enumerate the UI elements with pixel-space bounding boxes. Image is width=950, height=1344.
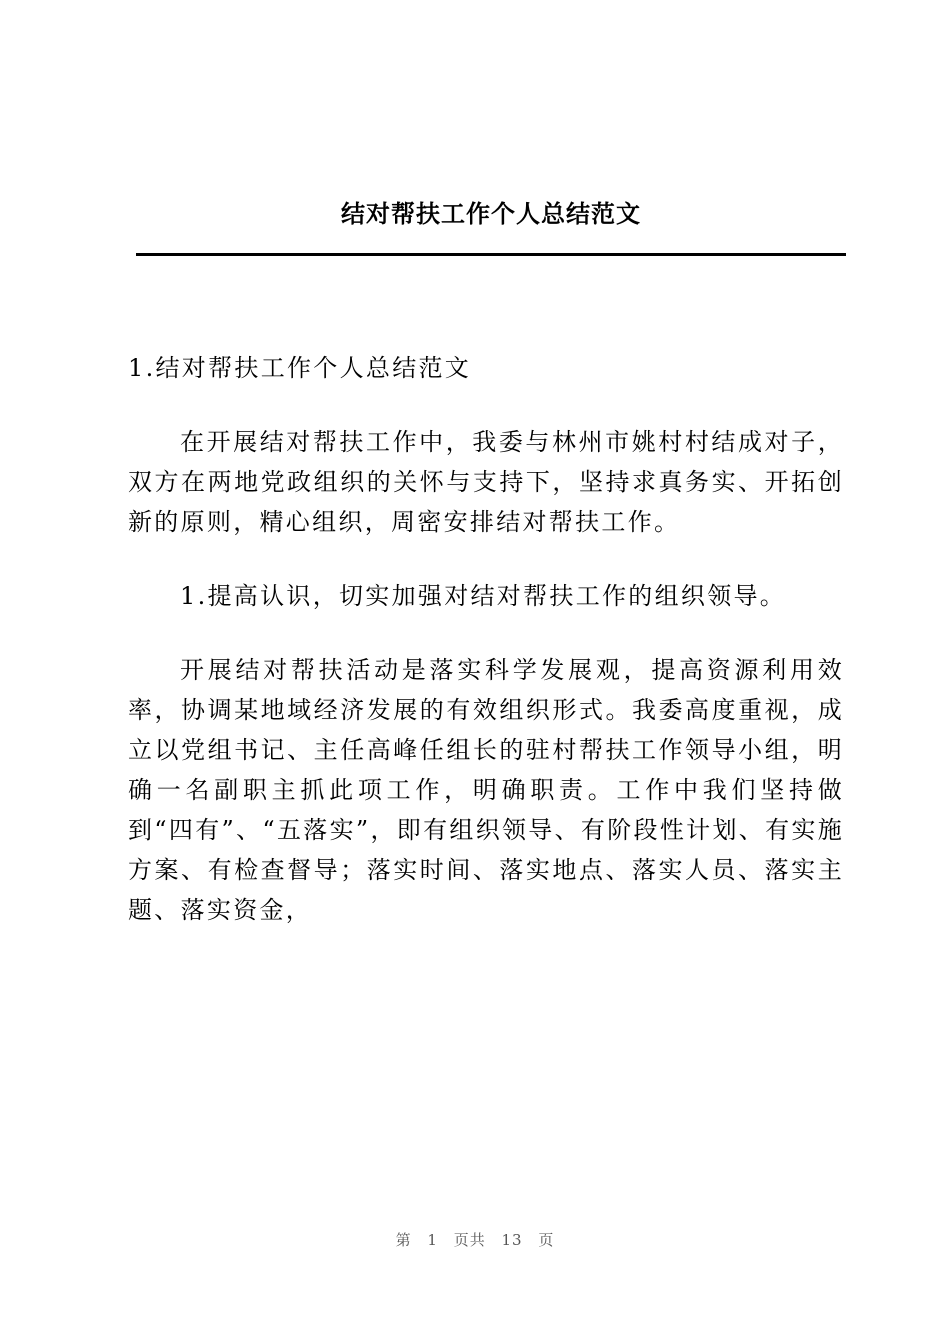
paragraph-body: 开展结对帮扶活动是落实科学发展观，提高资源利用效率，协调某地域经济发展的有效组织形式。我委高度重视，成立以党组书记、主任高峰任组长的驻村帮扶工作领导小组，明确一名副职主抓此项工作，明确职责。工作中我们坚持做到“四有”、“五落实”，即有组织领导、有阶段性计划、有实施方案、有检查督导；落实时间、落实地点、落实人员、落实主题、落实资金， [128, 656, 844, 924]
page-number-footer: 第 1 页共 13 页 [395, 1231, 555, 1249]
document-body [128, 348, 844, 930]
section-heading: 1.结对帮扶工作个人总结范文 [128, 354, 472, 382]
title-underline-rule [136, 253, 846, 256]
paragraph-intro: 在开展结对帮扶工作中，我委与林州市姚村村结成对子，双方在两地党政组织的关怀与支持下，坚持求真务实、开拓创新的原则，精心组织，周密安排结对帮扶工作。 [128, 428, 844, 536]
page-title: 结对帮扶工作个人总结范文 [341, 199, 641, 228]
paragraph-subheading: 1.提高认识，切实加强对结对帮扶工作的组织领导。 [180, 582, 787, 610]
